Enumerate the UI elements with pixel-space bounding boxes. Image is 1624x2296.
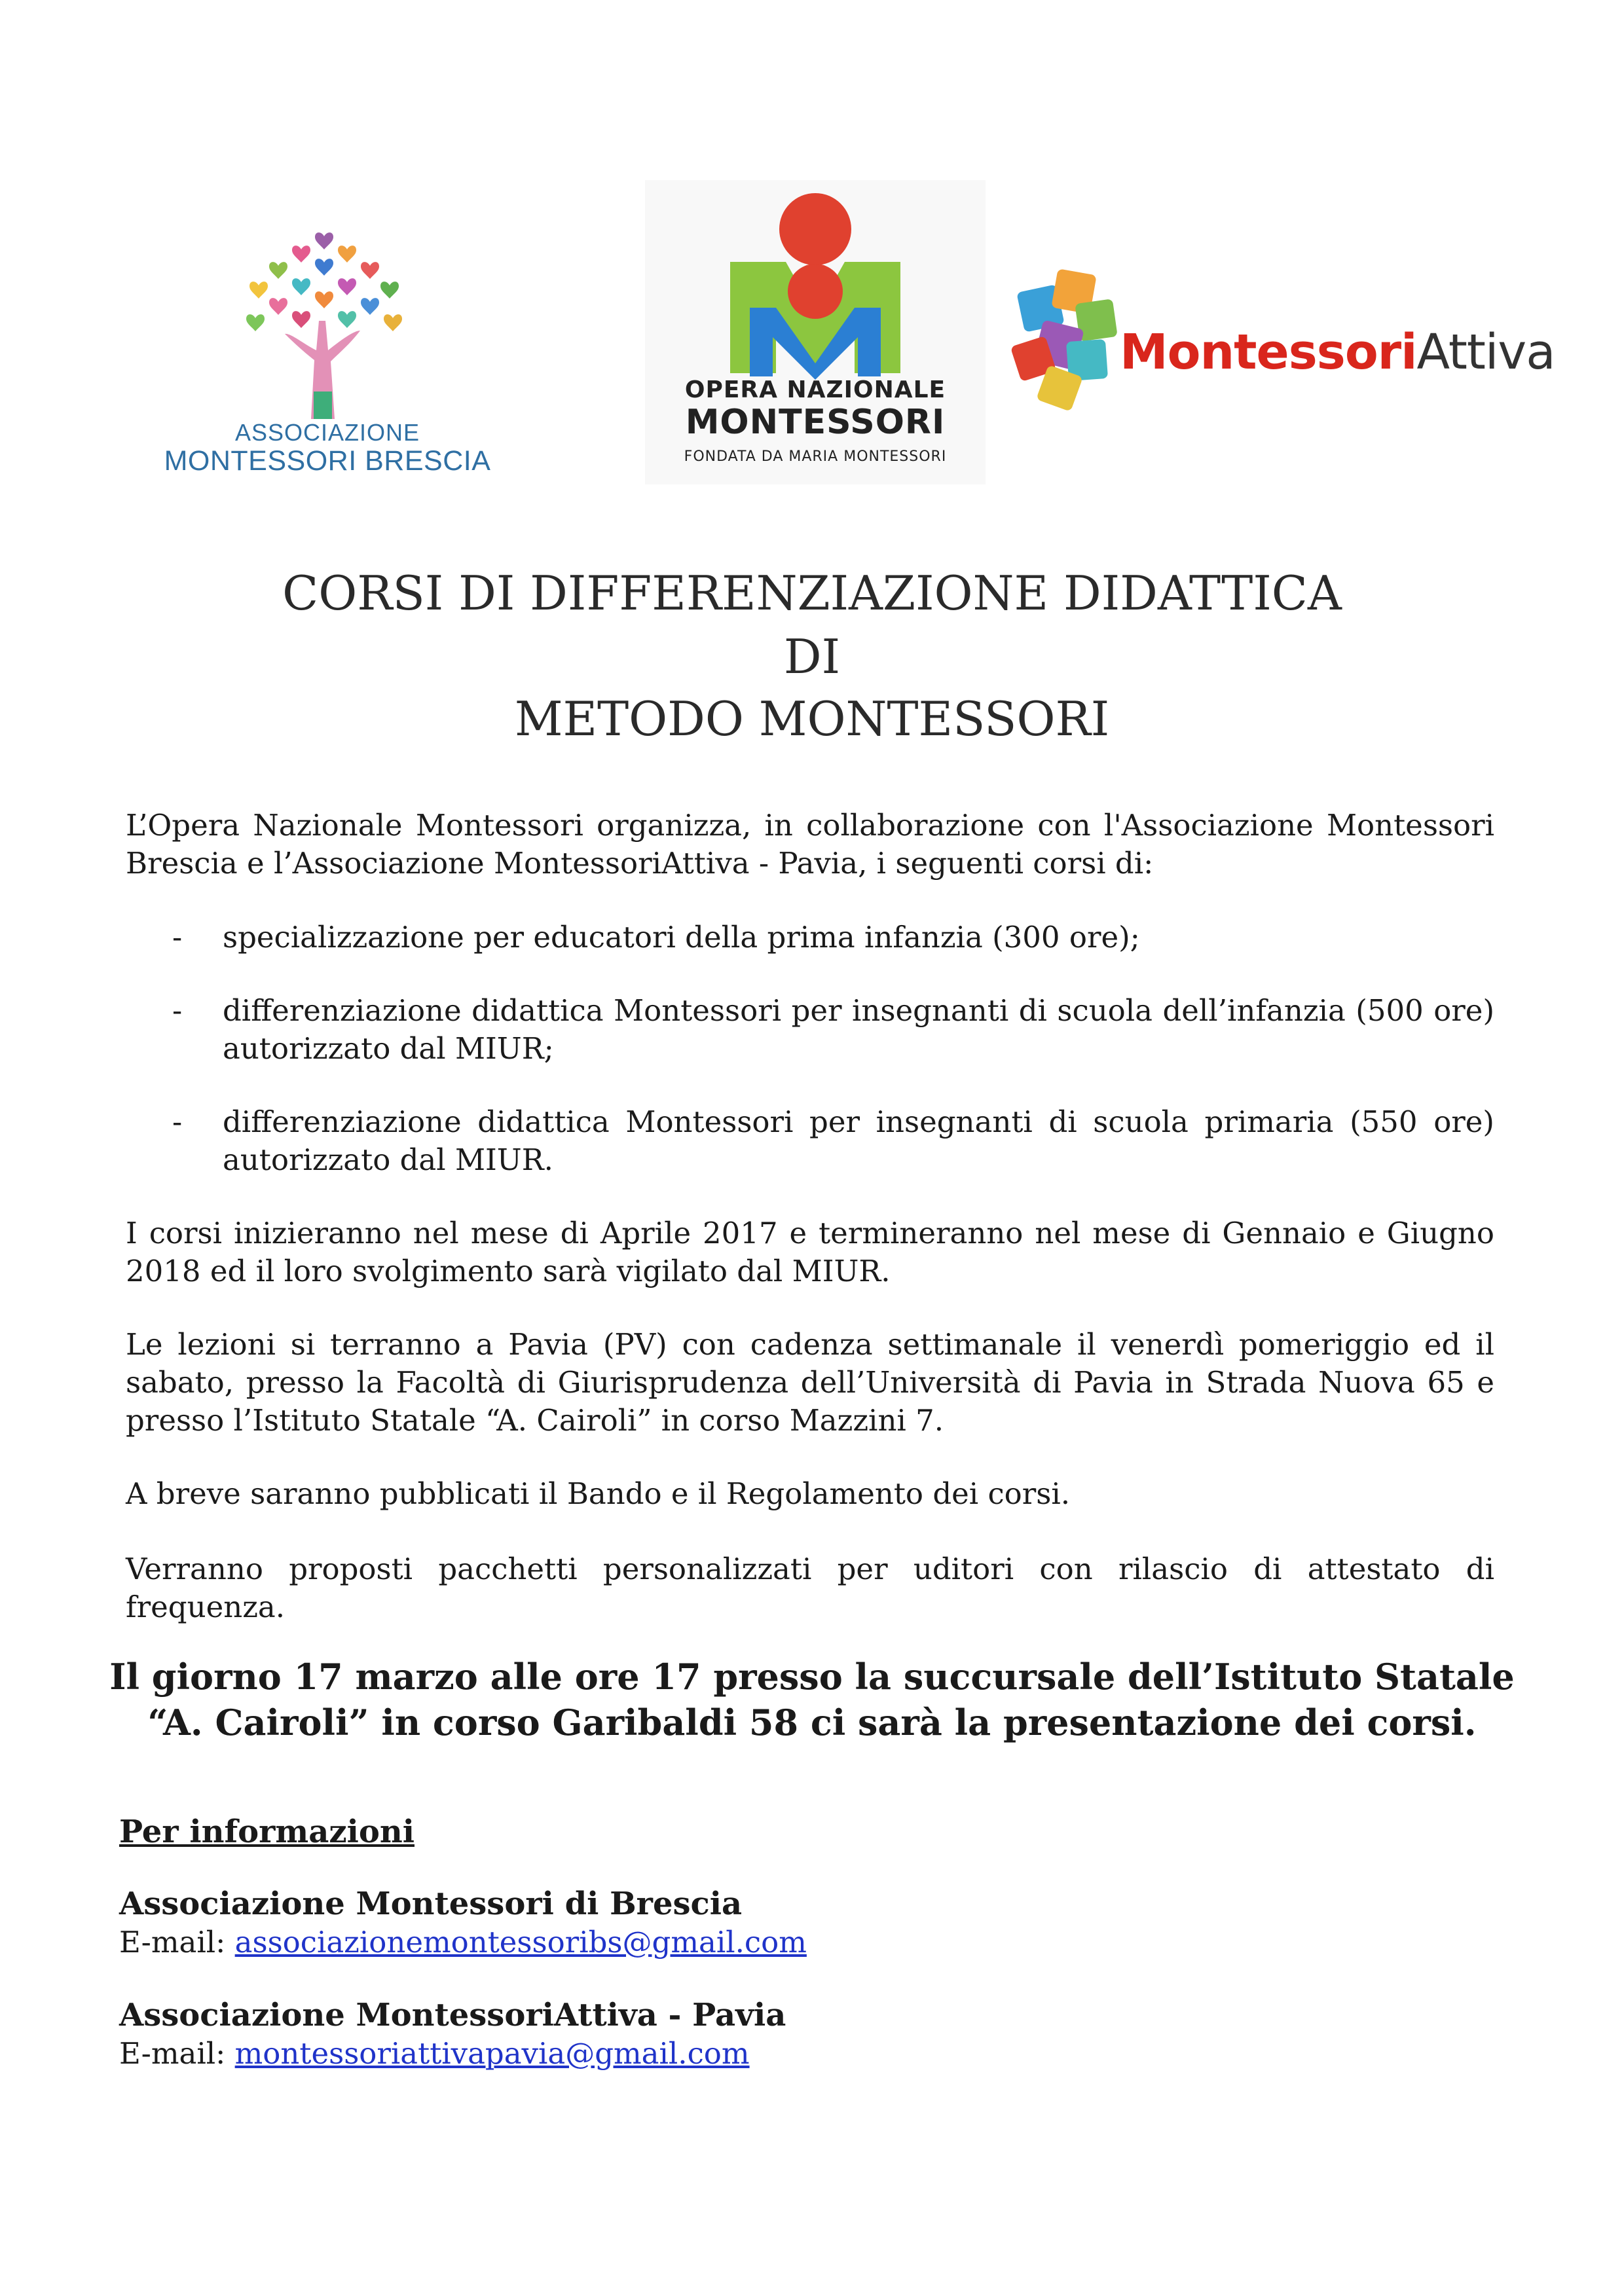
attiva-wordmark bbox=[1120, 324, 1555, 380]
presentation-notice-line2: “A. Cairoli” in corso Garibaldi 58 ci sarà la presentazione dei corsi. bbox=[147, 1702, 1477, 1743]
page-title-line2: DI bbox=[783, 629, 841, 684]
email-label: E-mail: bbox=[119, 1925, 235, 1959]
course-item-1: specializzazione per educatori della prima infanzia (300 ore); bbox=[223, 920, 1140, 955]
number-tiles-icon bbox=[1008, 262, 1123, 419]
info-heading: Per informazioni bbox=[119, 1813, 415, 1850]
logo-associazione-montessori-brescia bbox=[157, 223, 498, 484]
brescia-logo-line1: ASSOCIAZIONE bbox=[234, 419, 420, 446]
page-title-line1: CORSI DI DIFFERENZIAZIONE DIDATTICA bbox=[282, 566, 1342, 621]
uditori-paragraph: Verranno proposti pacchetti personalizzati per uditori con rilascio di attestato di frequenza. bbox=[126, 1552, 1494, 1624]
heart-tree-icon bbox=[232, 223, 422, 419]
email-label: E-mail: bbox=[119, 2036, 235, 2071]
bullet-dash: - bbox=[172, 920, 183, 955]
course-item-2: differenziazione didattica Montessori per insegnanti di scuola dell’infanzia (500 ore) autorizzato dal MIUR; bbox=[223, 993, 1494, 1066]
course-item-3: differenziazione didattica Montessori per insegnanti di scuola primaria (550 ore) autorizzato dal MIUR. bbox=[223, 1104, 1494, 1177]
onm-logo-line2: MONTESSORI bbox=[685, 403, 946, 442]
attiva-wordmark-dark: Attiva bbox=[1416, 324, 1555, 380]
logo-opera-nazionale-montessori bbox=[645, 180, 986, 484]
bullet-dash: - bbox=[172, 993, 183, 1028]
email-link-pavia[interactable]: montessoriattivapavia@gmail.com bbox=[234, 2036, 750, 2071]
onm-logo-line3: FONDATA DA MARIA MONTESSORI bbox=[684, 448, 947, 465]
brescia-logo-line2: MONTESSORI BRESCIA bbox=[164, 445, 491, 477]
onm-emblem-icon bbox=[724, 190, 907, 380]
location-paragraph: Le lezioni si terranno a Pavia (PV) con cadenza settimanale il venerdì pomeriggio ed il sabato, presso la Facoltà di Giurisprudenza dell’Università di Pavia in Strada Nuova 65 e presso l’Istituto Statale “A. Cairoli” in corso Mazzini 7. bbox=[126, 1327, 1494, 1438]
contact-email-row-brescia bbox=[119, 1925, 807, 1959]
bullet-dash: - bbox=[172, 1104, 183, 1139]
presentation-notice-line1: Il giorno 17 marzo alle ore 17 presso la succursale dell’Istituto Statale bbox=[109, 1656, 1515, 1698]
email-link-brescia[interactable]: associazionemontessoribs@gmail.com bbox=[234, 1925, 807, 1959]
attiva-wordmark-red: Montessori bbox=[1120, 324, 1417, 380]
contact-name-brescia: Associazione Montessori di Brescia bbox=[119, 1886, 743, 1922]
onm-logo-line1: OPERA NAZIONALE bbox=[684, 376, 946, 403]
logo-montessori-attiva bbox=[1008, 262, 1555, 419]
contact-name-pavia: Associazione MontessoriAttiva - Pavia bbox=[119, 1997, 786, 2033]
bando-paragraph: A breve saranno pubblicati il Bando e il Regolamento dei corsi. bbox=[126, 1476, 1071, 1511]
page-title-line3: METODO MONTESSORI bbox=[514, 691, 1110, 746]
dates-paragraph: I corsi inizieranno nel mese di Aprile 2017 e termineranno nel mese di Gennaio e Giugno 2018 ed il loro svolgimento sarà vigilato dal MIUR. bbox=[126, 1216, 1494, 1288]
contact-email-row-pavia bbox=[119, 2036, 750, 2071]
intro-paragraph: L’Opera Nazionale Montessori organizza, in collaborazione con l'Associazione Montessori Brescia e l’Associazione MontessoriAttiva - Pavia, i seguenti corsi di: bbox=[126, 808, 1494, 881]
